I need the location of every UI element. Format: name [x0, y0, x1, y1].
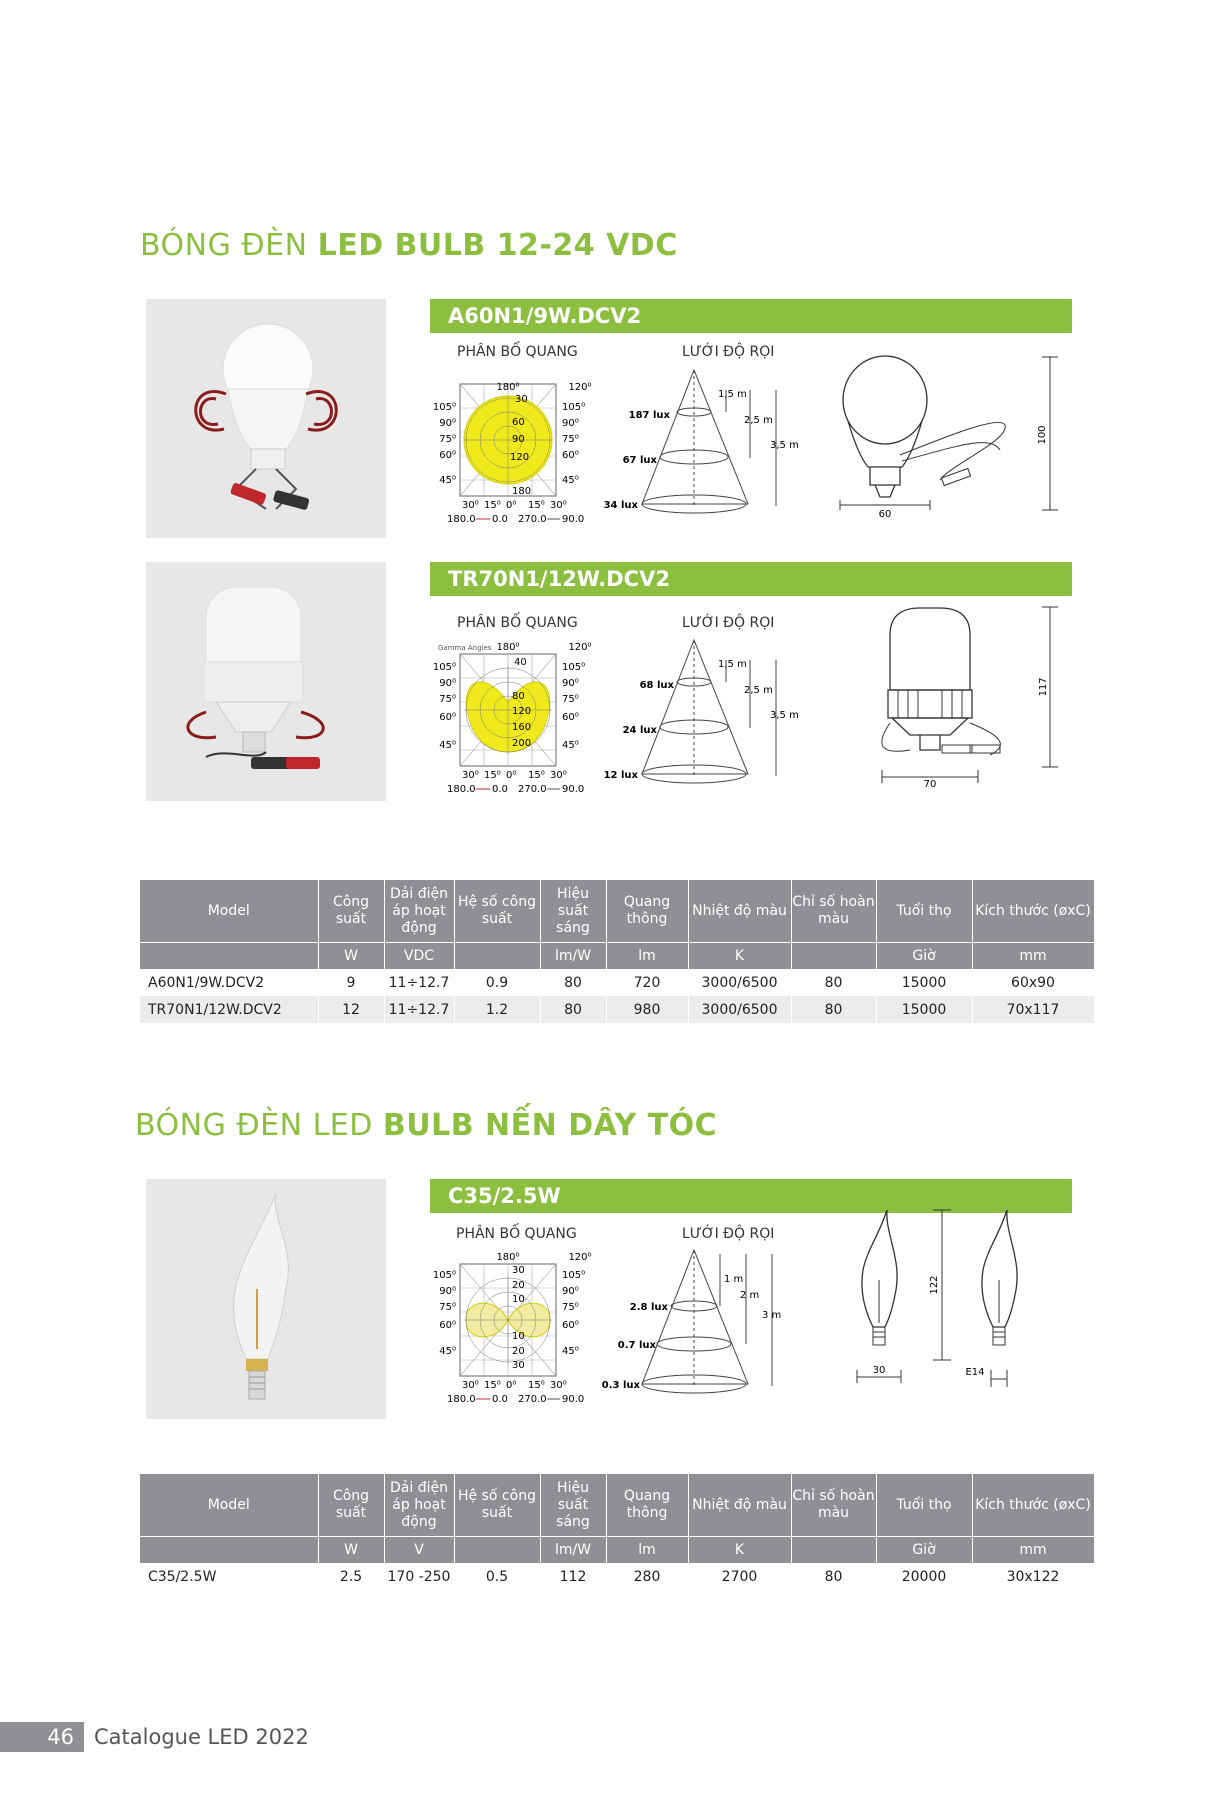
distance-label: 3,5 m	[770, 710, 799, 721]
unit-cell: lm/W	[540, 943, 606, 970]
lux-label: 34 lux	[603, 500, 638, 511]
table-cell: 11÷12.7	[384, 996, 454, 1023]
col-cri: Chỉ số hoàn màu	[791, 1474, 876, 1537]
product-photo-tr70	[146, 562, 386, 801]
unit-cell: Giờ	[876, 943, 972, 970]
polar-tick-label: 75⁰	[562, 694, 579, 705]
unit-cell: mm	[972, 1537, 1094, 1564]
dimension-label: 30	[872, 1365, 886, 1376]
col-cct: Nhiệt độ màu	[688, 1474, 791, 1537]
polar-ring-label: 10	[512, 1294, 525, 1305]
polar-tick-label: 90⁰	[439, 678, 456, 689]
table-cell: 11÷12.7	[384, 969, 454, 996]
polar-ring-label: 160	[512, 722, 532, 733]
polar-legend-label: 90.0	[562, 514, 585, 525]
section-title-bold: BULB NẾN DÂY TÓC	[382, 1108, 718, 1143]
illuminance-cone-a60	[600, 368, 815, 518]
lux-label: 2.8 lux	[629, 1302, 668, 1313]
page-number: 46	[0, 1722, 84, 1752]
col-power: Công suất	[318, 880, 384, 943]
polar-tick-label: 45⁰	[562, 1346, 579, 1357]
polar-legend-label: 90.0	[562, 784, 585, 795]
polar-tick-label: 75⁰	[439, 434, 456, 445]
dimension-label: 60	[878, 509, 892, 520]
polar-tick-label: 45⁰	[439, 740, 456, 751]
polar-legend-label: 180.0	[447, 784, 476, 795]
unit-cell	[140, 1537, 318, 1564]
polar-tick-label: 30⁰	[550, 500, 567, 511]
polar-tick-label: 15⁰	[528, 1380, 545, 1391]
polar-tick-label: 30⁰	[462, 1380, 479, 1391]
polar-tick-label: 15⁰	[528, 500, 545, 511]
polar-tick-label: 105⁰	[432, 1270, 456, 1281]
distance-label: 3,5 m	[770, 440, 799, 451]
table-cell: 80	[791, 969, 876, 996]
table-cell: 20000	[876, 1563, 972, 1590]
polar-ring-label: 30	[512, 1265, 525, 1276]
unit-cell: V	[384, 1537, 454, 1564]
footer-title: Catalogue LED 2022	[94, 1725, 309, 1749]
table-cell: 80	[791, 996, 876, 1023]
product-name: C35/2.5W	[448, 1184, 561, 1208]
polar-tick-label: 0⁰	[506, 770, 517, 781]
unit-cell: VDC	[384, 943, 454, 970]
table-cell: 80	[540, 996, 606, 1023]
lux-label: 24 lux	[622, 725, 657, 736]
col-size: Kích thước (øxC)	[972, 1474, 1094, 1537]
polar-ring-label: 180	[512, 486, 532, 497]
table-cell: 15000	[876, 969, 972, 996]
polar-ring-label: 80	[512, 691, 525, 702]
table-row	[140, 1563, 1094, 1590]
lux-label: 68 lux	[639, 680, 674, 691]
polar-tick-label: 30⁰	[550, 1380, 567, 1391]
table-cell: 3000/6500	[688, 996, 791, 1023]
polar-legend-label: 0.0	[492, 784, 508, 795]
table-row	[140, 969, 1094, 996]
polar-tick-label: 15⁰	[484, 1380, 501, 1391]
polar-ring-label: 60	[512, 417, 525, 428]
bulb-tr70-image	[146, 562, 386, 801]
polar-legend-label: 180.0	[447, 1394, 476, 1405]
polar-tick-label: 105⁰	[562, 402, 586, 413]
polar-tick-label: 105⁰	[562, 662, 586, 673]
col-voltage: Dải điện áp hoạt động	[384, 880, 454, 943]
polar-tick-label: 120⁰	[568, 382, 592, 393]
dimension-label: 100	[1037, 425, 1048, 445]
polar-gamma-label: Gamma Angles	[438, 644, 492, 652]
table-cell: C35/2.5W	[140, 1563, 318, 1590]
unit-cell	[791, 943, 876, 970]
table-cell: 2700	[688, 1563, 791, 1590]
unit-cell: lm/W	[540, 1537, 606, 1564]
table-cell: 3000/6500	[688, 969, 791, 996]
table-cell: 1.2	[454, 996, 540, 1023]
unit-cell: Giờ	[876, 1537, 972, 1564]
polar-tick-label: 90⁰	[439, 418, 456, 429]
polar-tick-label: 15⁰	[484, 500, 501, 511]
distance-label: 2,5 m	[744, 685, 773, 696]
polar-tick-label: 60⁰	[562, 1320, 579, 1331]
distance-label: 1 m	[724, 1274, 744, 1285]
col-model: Model	[140, 880, 318, 943]
polar-tick-label: 180⁰	[496, 642, 520, 653]
polar-tick-label: 90⁰	[562, 678, 579, 689]
polar-tick-label: 30⁰	[462, 500, 479, 511]
polar-label: PHÂN BỐ QUANG	[457, 344, 578, 360]
polar-tick-label: 60⁰	[562, 450, 579, 461]
table-cell: 280	[606, 1563, 688, 1590]
table-cell: 70x117	[972, 996, 1094, 1023]
table-row	[140, 996, 1094, 1023]
polar-ring-label: 200	[512, 738, 532, 749]
product-name: TR70N1/12W.DCV2	[448, 567, 670, 591]
section-title-bold: LED BULB 12-24 VDC	[317, 228, 678, 263]
unit-cell: W	[318, 1537, 384, 1564]
polar-legend-label: 0.0	[492, 1394, 508, 1405]
product-photo-a60	[146, 299, 386, 538]
section-title-normal: BÓNG ĐÈN LED	[135, 1108, 383, 1143]
col-voltage: Dải điện áp hoạt động	[384, 1474, 454, 1537]
polar-tick-label: 90⁰	[562, 1286, 579, 1297]
polar-tick-label: 75⁰	[562, 434, 579, 445]
polar-legend-label: 90.0	[562, 1394, 585, 1405]
polar-tick-label: 60⁰	[562, 712, 579, 723]
table-cell: 60x90	[972, 969, 1094, 996]
polar-tick-label: 30⁰	[550, 770, 567, 781]
unit-cell	[140, 943, 318, 970]
table-cell: 80	[791, 1563, 876, 1590]
polar-tick-label: 180⁰	[496, 382, 520, 393]
col-efficacy: Hiệu suất sáng	[540, 880, 606, 943]
polar-legend-label: 270.0	[518, 1394, 547, 1405]
col-size: Kích thước (øxC)	[972, 880, 1094, 943]
polar-tick-label: 75⁰	[439, 1302, 456, 1313]
col-lumen: Quang thông	[606, 880, 688, 943]
table-cell: 9	[318, 969, 384, 996]
polar-diagram-c35	[420, 1250, 600, 1408]
polar-tick-label: 60⁰	[439, 1320, 456, 1331]
polar-legend-label: 270.0	[518, 514, 547, 525]
polar-diagram-tr70	[420, 640, 600, 798]
polar-tick-label: 60⁰	[439, 712, 456, 723]
col-power-factor: Hệ số công suất	[454, 1474, 540, 1537]
polar-tick-label: 75⁰	[439, 694, 456, 705]
unit-cell: W	[318, 943, 384, 970]
unit-cell: lm	[606, 1537, 688, 1564]
polar-ring-label: 30	[512, 1360, 525, 1371]
unit-cell: K	[688, 1537, 791, 1564]
polar-label: PHÂN BỐ QUANG	[456, 1226, 577, 1242]
polar-label: PHÂN BỐ QUANG	[457, 615, 578, 631]
polar-tick-label: 15⁰	[484, 770, 501, 781]
polar-tick-label: 90⁰	[439, 1286, 456, 1297]
polar-tick-label: 180⁰	[496, 1252, 520, 1263]
polar-tick-label: 90⁰	[562, 418, 579, 429]
unit-cell	[791, 1537, 876, 1564]
table-cell: 30x122	[972, 1563, 1094, 1590]
polar-ring-label: 20	[512, 1346, 525, 1357]
polar-tick-label: 30⁰	[462, 770, 479, 781]
col-lumen: Quang thông	[606, 1474, 688, 1537]
product-name-bar	[430, 299, 1072, 333]
lux-label: 187 lux	[628, 410, 670, 421]
illuminance-grid-label: LƯỚI ĐỘ RỌI	[682, 1226, 775, 1242]
table-cell: 720	[606, 969, 688, 996]
unit-cell	[454, 943, 540, 970]
dimension-drawing-tr70	[870, 605, 1075, 790]
polar-tick-label: 105⁰	[562, 1270, 586, 1281]
distance-label: 2 m	[740, 1290, 760, 1301]
distance-label: 2,5 m	[744, 415, 773, 426]
illuminance-cone-c35	[600, 1248, 815, 1398]
lux-label: 0.7 lux	[617, 1340, 656, 1351]
col-cct: Nhiệt độ màu	[688, 880, 791, 943]
polar-diagram-a60	[420, 370, 600, 528]
table-cell: 0.5	[454, 1563, 540, 1590]
product-name: A60N1/9W.DCV2	[448, 304, 642, 328]
bulb-a60-image	[146, 299, 386, 538]
dimension-drawing-a60	[830, 355, 1075, 535]
illuminance-grid-label: LƯỚI ĐỘ RỌI	[682, 615, 775, 631]
dimension-drawing-c35	[845, 1205, 1045, 1395]
col-power: Công suất	[318, 1474, 384, 1537]
col-cri: Chỉ số hoàn màu	[791, 880, 876, 943]
polar-ring-label: 90	[512, 434, 525, 445]
distance-label: 1,5 m	[718, 389, 747, 400]
dimension-label: 70	[923, 779, 937, 790]
dimension-label: E14	[965, 1367, 985, 1378]
unit-cell: lm	[606, 943, 688, 970]
section-title-normal: BÓNG ĐÈN	[140, 228, 318, 263]
table-cell: 112	[540, 1563, 606, 1590]
section-title-led-bulb-dc	[140, 228, 678, 263]
col-lifetime: Tuổi thọ	[876, 1474, 972, 1537]
polar-legend-label: 270.0	[518, 784, 547, 795]
table-cell: 80	[540, 969, 606, 996]
lux-label: 0.3 lux	[601, 1380, 640, 1391]
polar-ring-label: 40	[514, 657, 527, 668]
lux-label: 67 lux	[622, 455, 657, 466]
table-cell: A60N1/9W.DCV2	[140, 969, 318, 996]
polar-ring-label: 20	[512, 1280, 525, 1291]
polar-ring-label: 30	[515, 394, 528, 405]
polar-tick-label: 45⁰	[562, 475, 579, 486]
table-cell: 0.9	[454, 969, 540, 996]
polar-legend-label: 0.0	[492, 514, 508, 525]
table-cell: 170 -250	[384, 1563, 454, 1590]
polar-tick-label: 120⁰	[568, 642, 592, 653]
unit-cell	[454, 1537, 540, 1564]
polar-tick-label: 0⁰	[506, 500, 517, 511]
polar-tick-label: 105⁰	[432, 662, 456, 673]
polar-ring-label: 10	[512, 1331, 525, 1342]
polar-tick-label: 45⁰	[439, 475, 456, 486]
illuminance-cone-tr70	[600, 638, 815, 788]
product-photo-c35	[146, 1179, 386, 1419]
col-efficacy: Hiệu suất sáng	[540, 1474, 606, 1537]
polar-legend-label: 180.0	[447, 514, 476, 525]
product-name-bar	[430, 562, 1072, 596]
polar-tick-label: 75⁰	[562, 1302, 579, 1313]
illuminance-grid-label: LƯỚI ĐỘ RỌI	[682, 344, 775, 360]
unit-cell: K	[688, 943, 791, 970]
table-cell: 2.5	[318, 1563, 384, 1590]
bulb-c35-image	[146, 1179, 386, 1419]
table-cell: TR70N1/12W.DCV2	[140, 996, 318, 1023]
distance-label: 3 m	[762, 1310, 782, 1321]
distance-label: 1,5 m	[718, 659, 747, 670]
spec-table-filament-candle	[140, 1474, 1095, 1590]
col-lifetime: Tuổi thọ	[876, 880, 972, 943]
polar-tick-label: 105⁰	[432, 402, 456, 413]
section-title-filament-candle	[135, 1108, 717, 1143]
polar-tick-label: 15⁰	[528, 770, 545, 781]
polar-tick-label: 60⁰	[439, 450, 456, 461]
table-cell: 15000	[876, 996, 972, 1023]
table-cell: 980	[606, 996, 688, 1023]
polar-tick-label: 45⁰	[562, 740, 579, 751]
polar-ring-label: 120	[510, 452, 530, 463]
table-cell: 12	[318, 996, 384, 1023]
polar-ring-label: 120	[512, 706, 532, 717]
spec-table-led-bulb-dc	[140, 880, 1095, 1023]
dimension-label: 117	[1038, 677, 1049, 697]
polar-tick-label: 0⁰	[506, 1380, 517, 1391]
unit-cell: mm	[972, 943, 1094, 970]
polar-tick-label: 120⁰	[568, 1252, 592, 1263]
col-model: Model	[140, 1474, 318, 1537]
lux-label: 12 lux	[603, 770, 638, 781]
dimension-label: 122	[929, 1275, 940, 1295]
polar-tick-label: 45⁰	[439, 1346, 456, 1357]
col-power-factor: Hệ số công suất	[454, 880, 540, 943]
